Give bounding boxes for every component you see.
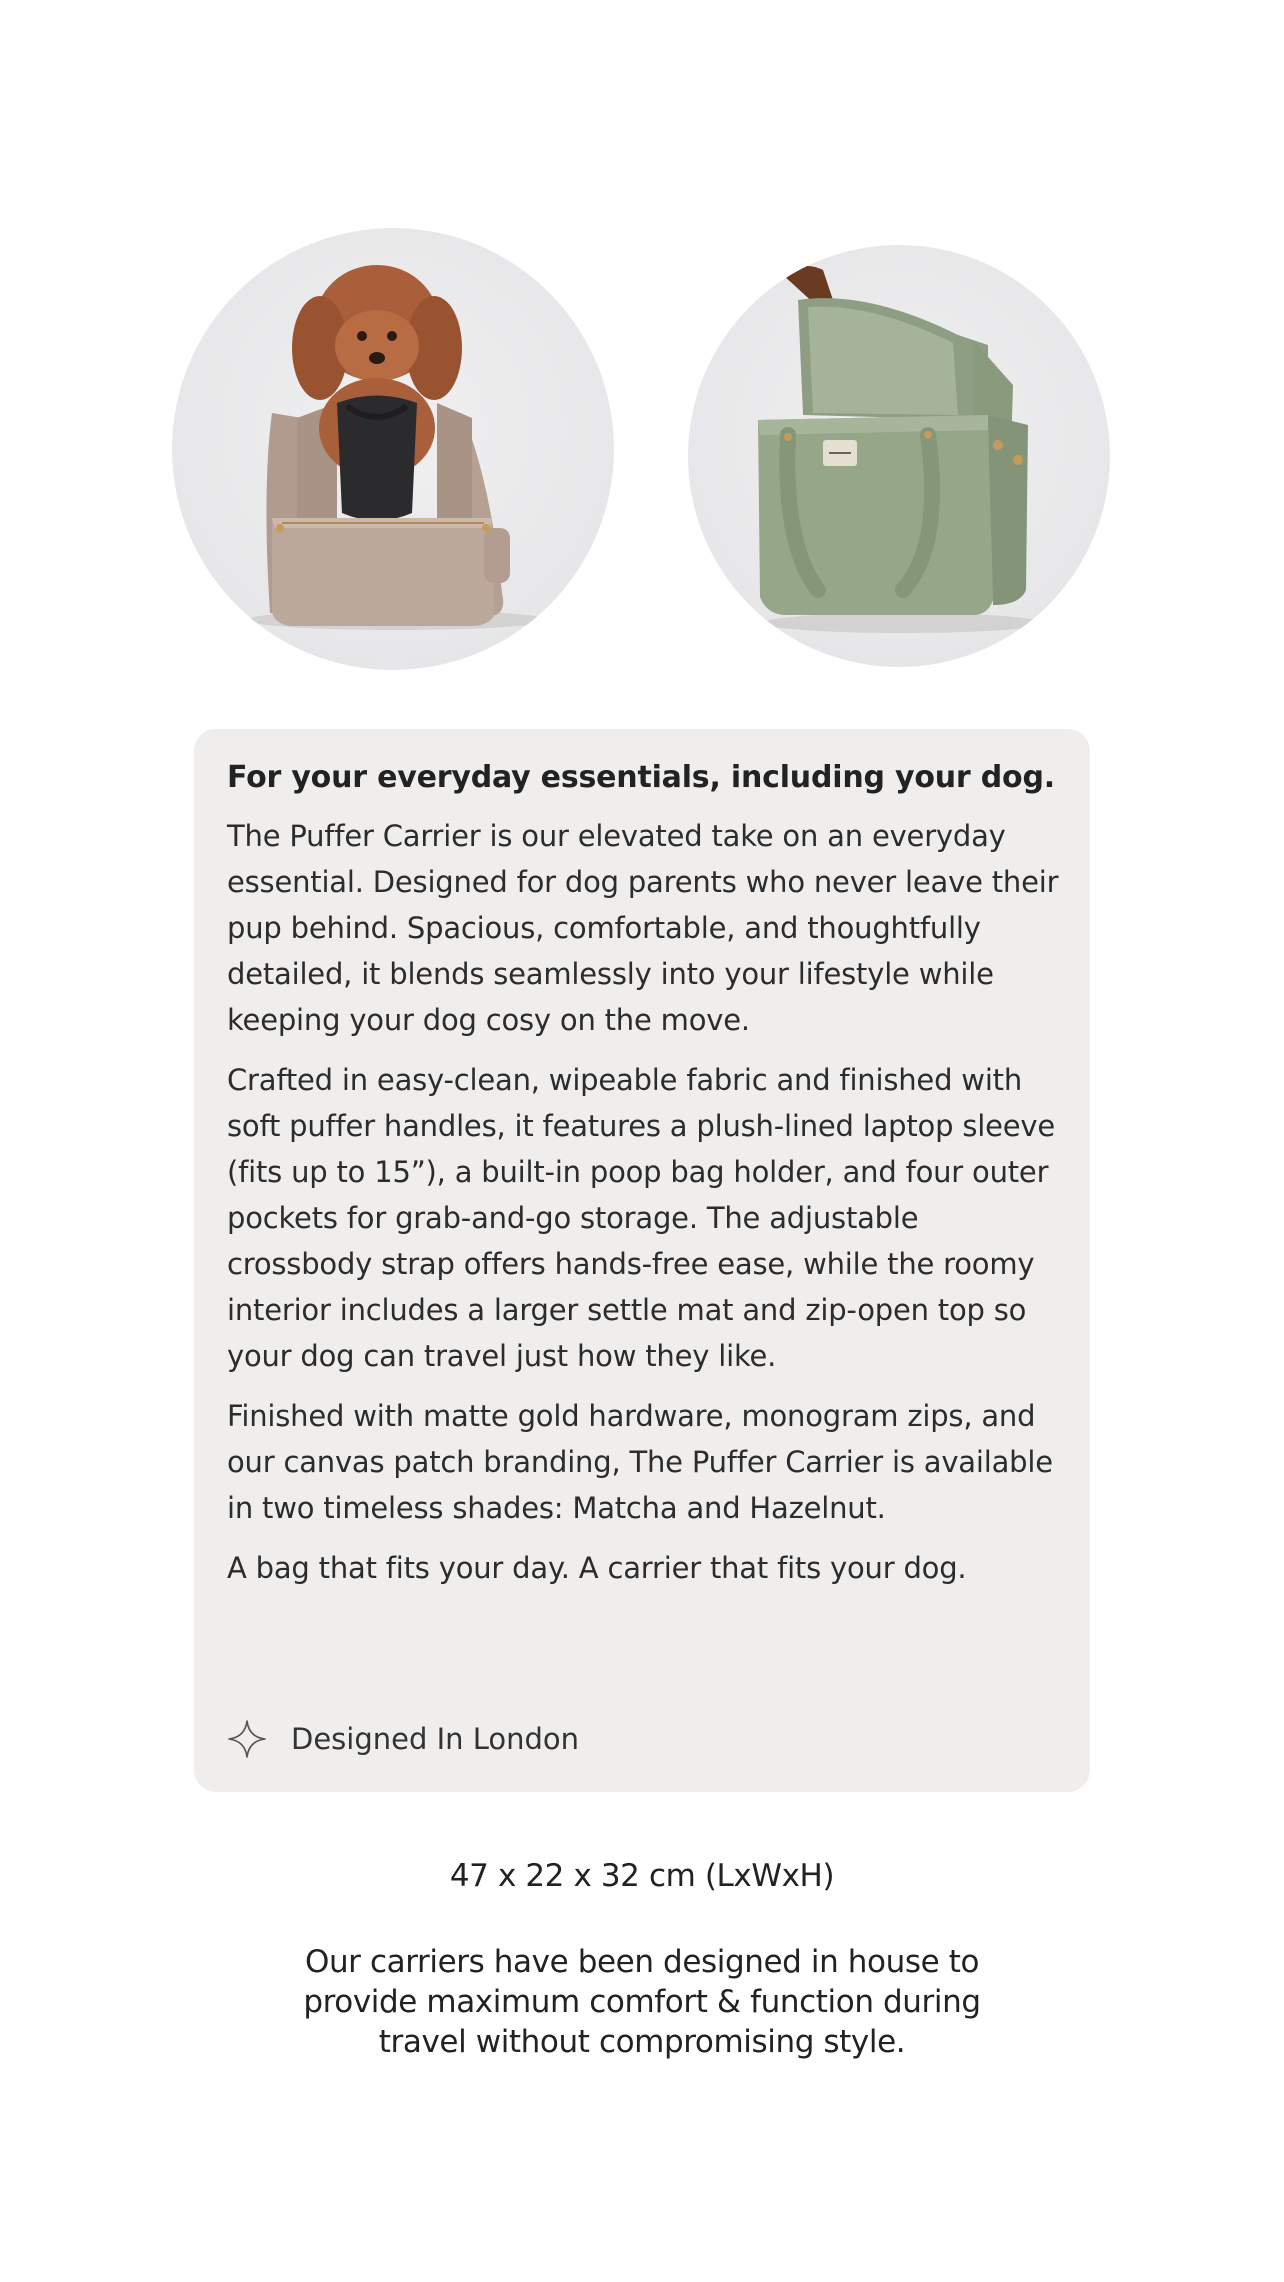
designed-in-label: Designed In London — [291, 1722, 580, 1756]
designed-in-badge — [227, 1719, 579, 1759]
dog-in-beige-carrier-photo — [172, 228, 614, 670]
description-heading: For your everyday essentials, including your dog. — [227, 760, 1055, 795]
green-carrier-open-photo — [688, 245, 1110, 667]
product-photo-green-carrier — [688, 245, 1110, 667]
description-card — [194, 729, 1090, 1792]
description-paragraph: The Puffer Carrier is our elevated take on an everyday essential. Designed for dog parents who never leave their pup behind. Spacious, comfortable, and thoughtfully detailed, it blends seamlessly into your lifestyle while keeping your dog cosy on the move. — [227, 819, 1059, 1037]
carrier-tagline: Our carriers have been designed in house to provide maximum comfort & function during travel without compromising style. — [303, 1944, 981, 2060]
description-paragraph: Finished with matte gold hardware, monogram zips, and our canvas patch branding, The Puffer Carrier is available in two timeless shades: Matcha and Hazelnut. — [227, 1399, 1053, 1525]
sparkle-icon — [227, 1719, 267, 1759]
description-paragraph: A bag that fits your day. A carrier that fits your dog. — [227, 1551, 967, 1585]
description-paragraph: Crafted in easy-clean, wipeable fabric and finished with soft puffer handles, it features a plush-lined laptop sleeve (fits up to 15”), a built-in poop bag holder, and four outer pockets for grab-and-go storage. The adjustable crossbody strap offers hands-free ease, while the roomy interior includes a larger settle mat and zip-open top so your dog can travel just how they like. — [227, 1063, 1055, 1373]
product-photo-dog-carrier — [172, 228, 614, 670]
product-dimensions: 47 x 22 x 32 cm (LxWxH) — [449, 1858, 835, 1894]
